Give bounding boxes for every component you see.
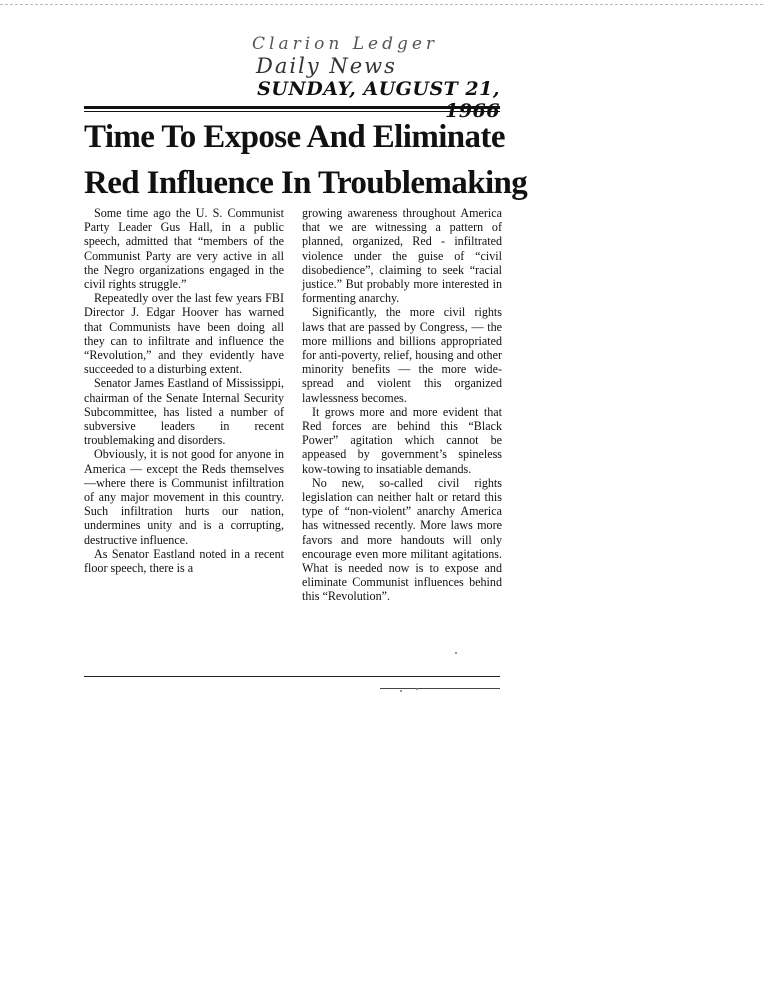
headline-line2: Red Influence In Troublemaking [84,165,528,201]
headline-top-rule [84,106,500,109]
article-paragraph: Obviously, it is not good for anyone in America — except the Reds themselves—where there is Communist infiltration of any major movement in this country. Such infiltration hurts our nation, undermines unity and is a corrupting, destructive influence. [84,447,284,547]
headline-line1: Time To Expose And Eliminate [84,119,505,155]
handwritten-source-line1: Clarion Ledger [252,34,439,54]
dateline: SUNDAY, AUGUST 21, 1966 [257,78,500,122]
article-paragraph: Senator James Eastland of Mississippi, chairman of the Senate Internal Security Subcommittee, has listed a number of subversive leaders in recent troublemaking and disorders. [84,376,284,448]
scan-speck [455,652,457,654]
article-paragraph: No new, so-called civil rights legislation can neither halt or retard this type of “non-violent” anarchy America has witnessed recently. More laws more favors and more handouts will only encourage even more militant agitations. What is needed now is to expose and eliminate Communist influences behind this “Revolution”. [302,475,502,604]
article-paragraph: It grows more and more evident that Red forces are behind this “Black Power” agitation which cannot be appeased by government’s spineless kow-towing to insatiable demands. [302,404,502,476]
headline [84,114,528,206]
article-paragraph: Repeatedly over the last few years FBI Director J. Edgar Hoover has warned that Communists have been doing all they can to infiltrate and influence the “Revolution,” and they evidently have succeeded to a disturbing extent. [84,291,284,377]
article-paragraph: growing awareness throughout America that we are witnessing a pattern of planned, organized, Red - infiltrated violence under the guise of “civil disobedience”, claiming to seek “racial justice.” But probably more interested in formenting anarchy. [302,206,502,306]
article-paragraph: Significantly, the more civil rights laws that are passed by Congress, — the more millions and billions appropriated for anti-poverty, relief, housing and other minority benefits — the more wide-spread and violent this organized lawlessness becomes. [302,305,502,405]
article-bottom-rule-short [380,688,500,689]
handwritten-source-line2: Daily News [256,54,397,78]
article-left-column [84,206,284,575]
headline-top-rule-thin [84,111,500,112]
article-right-column [302,206,502,604]
article-paragraph: Some time ago the U. S. Communist Party Leader Gus Hall, in a public speech, admitted that “members of the Communist Party are very active in all the Negro organizations engaged in the civil rights struggle.” [84,206,284,292]
scan-speck [400,690,402,692]
article-paragraph: As Senator Eastland noted in a recent floor speech, there is a [84,546,284,576]
scan-top-edge [0,4,763,5]
article-bottom-rule [84,676,500,677]
scan-speck [416,688,418,690]
